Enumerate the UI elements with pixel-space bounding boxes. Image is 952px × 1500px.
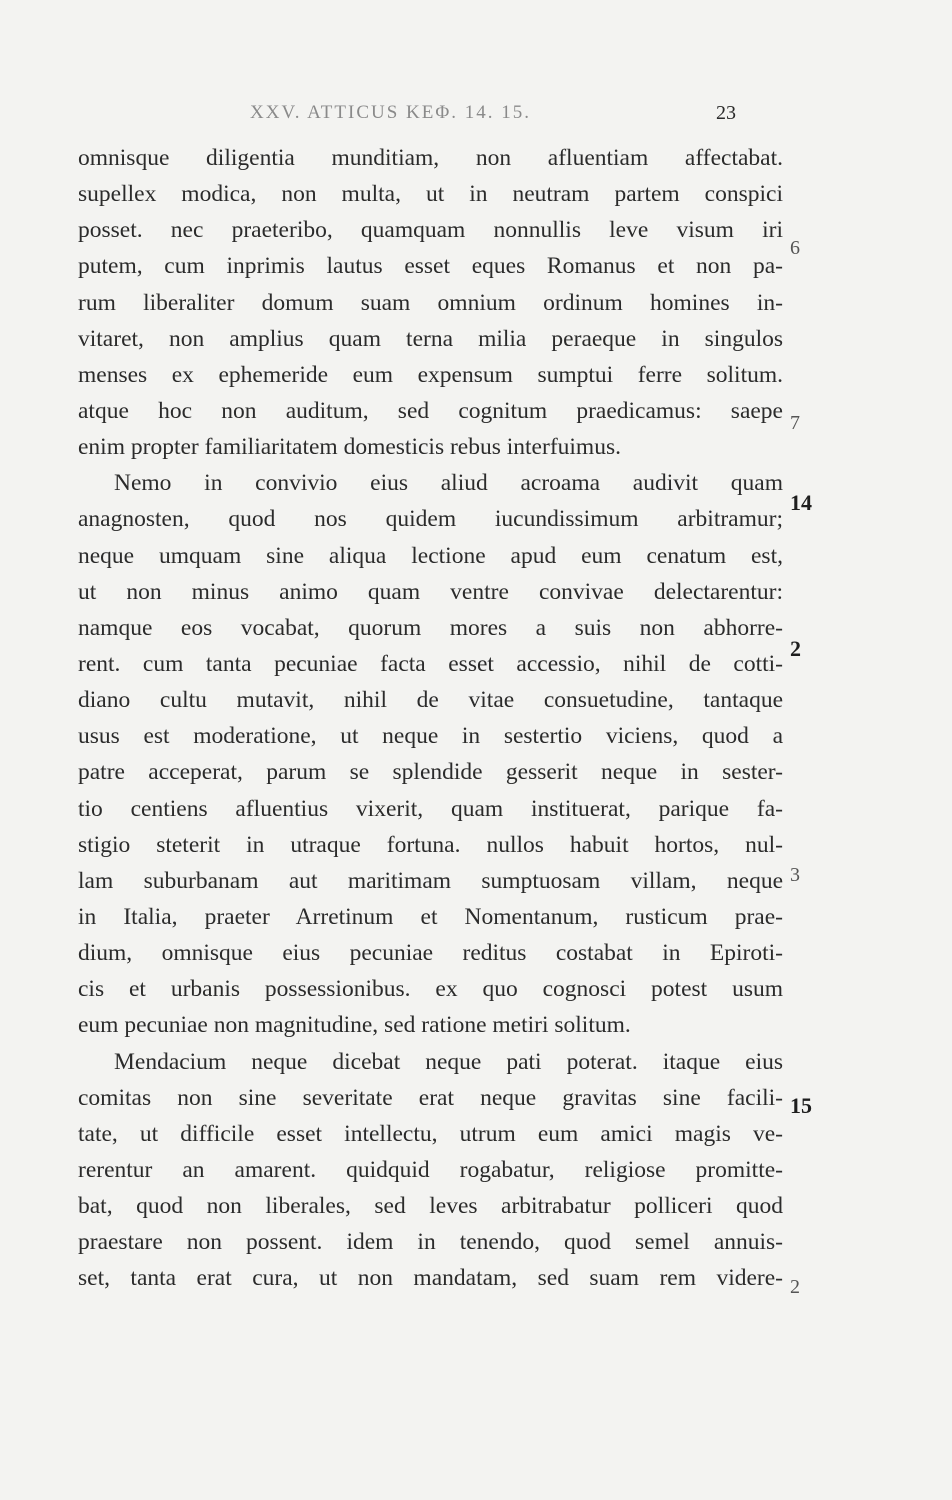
margin-number-chapter-14: 14 [790,490,812,515]
text-line: dium, omnisque eius pecuniae reditus costabat in Epiroti- [78,940,783,967]
running-head: XXV. ATTICUS ΚΕΦ. 14. 15. [250,102,531,123]
text-line: atque hoc non auditum, sed cognitum praedicamus: saepe [78,397,783,424]
text-line: rent. cum tanta pecuniae facta esset accessio, nihil de cotti- [78,650,783,677]
paragraph-start-line: Nemo in convivio eius aliud acroama audivit quam [114,470,783,497]
text-line: cis et urbanis possessionibus. ex quo cognosci potest usum [78,976,783,1003]
text-line: neque umquam sine aliqua lectione apud eum cenatum est, [78,542,783,569]
text-line: stigio steterit in utraque fortuna. nullos habuit hortos, nul- [78,831,783,858]
text-line: supellex modica, non multa, ut in neutram partem conspici [78,181,783,208]
text-line: eum pecuniae non magnitudine, sed ratione metiri solitum. [78,1012,631,1039]
margin-number-chapter-15: 15 [790,1093,812,1118]
text-line: in Italia, praeter Arretinum et Nomentanum, rusticum prae- [78,903,783,930]
text-line: praestare non possent. idem in tenendo, quod semel annuis- [78,1229,783,1256]
text-line: omnisque diligentia munditiam, non afluentiam affectabat. [78,145,783,171]
text-line: rum liberaliter domum suam omnium ordinum homines in- [78,289,783,316]
text-line: putem, cum inprimis lautus esset eques Romanus et non pa- [78,253,783,280]
text-line: menses ex ephemeride eum expensum sumptui ferre solitum. [78,361,783,388]
page-number: 23 [716,102,736,124]
text-line: ut non minus animo quam ventre convivae delectarentur: [78,578,783,605]
text-line: usus est moderatione, ut neque in sestertio viciens, quod a [78,723,783,750]
text-line: diano cultu mutavit, nihil de vitae consuetudine, tantaque [78,687,783,714]
text-line: set, tanta erat cura, ut non mandatam, sed suam rem videre- [78,1265,783,1292]
text-line: enim propter familiaritatem domesticis rebus interfuimus. [78,434,621,461]
text-line: comitas non sine severitate erat neque gravitas sine facili- [78,1084,783,1111]
margin-number-section-7: 7 [790,412,800,434]
text-line: namque eos vocabat, quorum mores a suis non abhorre- [78,614,783,641]
margin-number-section-2b: 2 [790,1276,800,1298]
paragraph-start-line: Mendacium neque dicebat neque pati poterat. itaque eius [114,1048,783,1075]
text-line: anagnosten, quod nos quidem iucundissimum arbitramur; [78,506,783,533]
text-line: vitaret, non amplius quam terna milia peraeque in singulos [78,325,783,352]
margin-number-section-3: 3 [790,864,800,886]
text-line: tate, ut difficile esset intellectu, utrum eum amici magis ve- [78,1120,783,1147]
page-header [0,102,952,132]
text-line: tio centiens afluentius vixerit, quam instituerat, parique fa- [78,795,783,822]
body-text [78,140,783,1297]
margin-number-section-2: 2 [790,636,801,661]
text-line: patre acceperat, parum se splendide gesserit neque in sester- [78,759,783,786]
text-line: lam suburbanam aut maritimam sumptuosam villam, neque [78,867,783,894]
text-line: posset. nec praeteribo, quamquam nonnullis leve visum iri [78,217,783,244]
margin-number-section-6: 6 [790,237,800,259]
text-line: bat, quod non liberales, sed leves arbitrabatur polliceri quod [78,1193,783,1220]
text-line: rerentur an amarent. quidquid rogabatur, religiose promitte- [78,1156,783,1183]
